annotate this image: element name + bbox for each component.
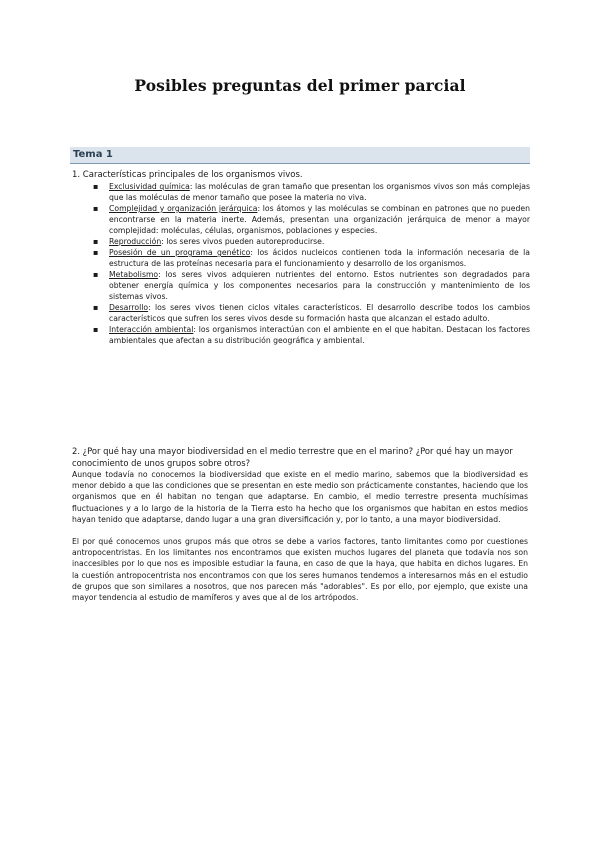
bullet-square-icon: ▪ xyxy=(93,248,99,257)
bullet-square-icon: ▪ xyxy=(93,303,99,312)
bullet-text: : los átomos y las moléculas se combinan en patrones que no pueden encontrarse en la materia inerte. Además, presentan una organización jerárquica de menor a mayor complejidad: moléculas, células, organismos, poblaciones y especies. xyxy=(109,204,530,235)
question-1-heading: 1. Características principales de los organismos vivos. xyxy=(72,170,303,180)
bullet-square-icon: ▪ xyxy=(93,270,99,279)
bullet-term: Posesión de un programa genético xyxy=(109,248,251,257)
list-item xyxy=(72,302,530,324)
list-item xyxy=(72,203,530,236)
question-2-heading: 2. ¿Por qué hay una mayor biodiversidad en el medio terrestre que en el marino? ¿Por qué hay un mayor conocimiento de unos grupos sobre otros? xyxy=(72,446,513,468)
bullet-text: : los seres vivos tienen ciclos vitales característicos. El desarrollo describe todos los cambios característicos que sufren los seres vivos desde su formación hasta que alcanzan el estado adulto. xyxy=(109,303,530,323)
answer-paragraph-2: El por qué conocemos unos grupos más que otros se debe a varios factores, tanto limitantes como por cuestiones antropocentristas. En los limitantes nos encontramos que existen muchos lugares del planeta que todavía nos son inaccesibles por lo que nos es imposible estudiar la fauna, en caso de que la haya, que habita en dichos lugares. En la cuestión antropocentrista nos encontramos con que los seres humanos tendemos a interesarnos más en el estudio de grupos que son similares a nosotros, que nos parecen más "adorables". Es por ello, por ejemplo, que existe una mayor tendencia al estudio de mamíferos y aves que al de los artrópodos. xyxy=(72,537,528,603)
bullet-term: Desarrollo xyxy=(109,303,149,312)
section-label: Tema 1 xyxy=(73,149,113,160)
bullet-square-icon: ▪ xyxy=(93,204,99,213)
bullet-term: Reproducción xyxy=(109,237,162,246)
bullet-square-icon: ▪ xyxy=(93,237,99,246)
bullet-term: Exclusividad química xyxy=(109,182,190,191)
document-title: Posibles preguntas del primer parcial xyxy=(134,76,466,95)
list-item xyxy=(72,269,530,302)
bullet-text: : las moléculas de gran tamaño que presentan los organismos vivos son más complejas que las moléculas de menor tamaño que posee la materia no viva. xyxy=(109,182,530,202)
bullet-text: : los ácidos nucleicos contienen toda la información necesaria de la estructura de las proteínas necesaria para el funcionamiento y desarrollo de los organismos. xyxy=(109,248,530,268)
list-item xyxy=(72,236,530,247)
bullet-term: Interacción ambiental xyxy=(109,325,194,334)
answer-paragraph-1: Aunque todavía no conocemos la biodiversidad que existe en el medio marino, sabemos que la biodiversidad es menor debido a que las condiciones que se presentan en este medio son prácticamente constantes, haciendo que los organismos que en él habitan no tengan que adaptarse. En cambio, el medio terrestre presenta muchísimas fluctuaciones y a lo largo de la historia de la Tierra esto ha hecho que los organismos que habitan en estos medios hayan tenido que adaptarse, dando lugar a una gran diversificación y, por lo tanto, a una mayor biodiversidad. xyxy=(72,470,528,524)
bullet-text: : los organismos interactúan con el ambiente en el que habitan. Destacan los factores ambientales que afectan a su distribución geográfica y ambiental. xyxy=(109,325,530,345)
bullet-square-icon: ▪ xyxy=(93,182,99,191)
list-item xyxy=(72,324,530,346)
bullet-text: : los seres vivos pueden autoreproducirse. xyxy=(161,237,325,246)
list-item xyxy=(72,247,530,269)
section-header xyxy=(70,147,530,164)
bullet-square-icon: ▪ xyxy=(93,325,99,334)
bullet-text: : los seres vivos adquieren nutrientes del entorno. Estos nutrientes son degradados para obtener energía química y los componentes necesarios para la construcción y mantenimiento de los sistemas vivos. xyxy=(109,270,530,301)
bullet-term: Complejidad y organización jerárquica xyxy=(109,204,258,213)
characteristics-list xyxy=(72,181,530,346)
bullet-term: Metabolismo xyxy=(109,270,159,279)
list-item xyxy=(72,181,530,203)
